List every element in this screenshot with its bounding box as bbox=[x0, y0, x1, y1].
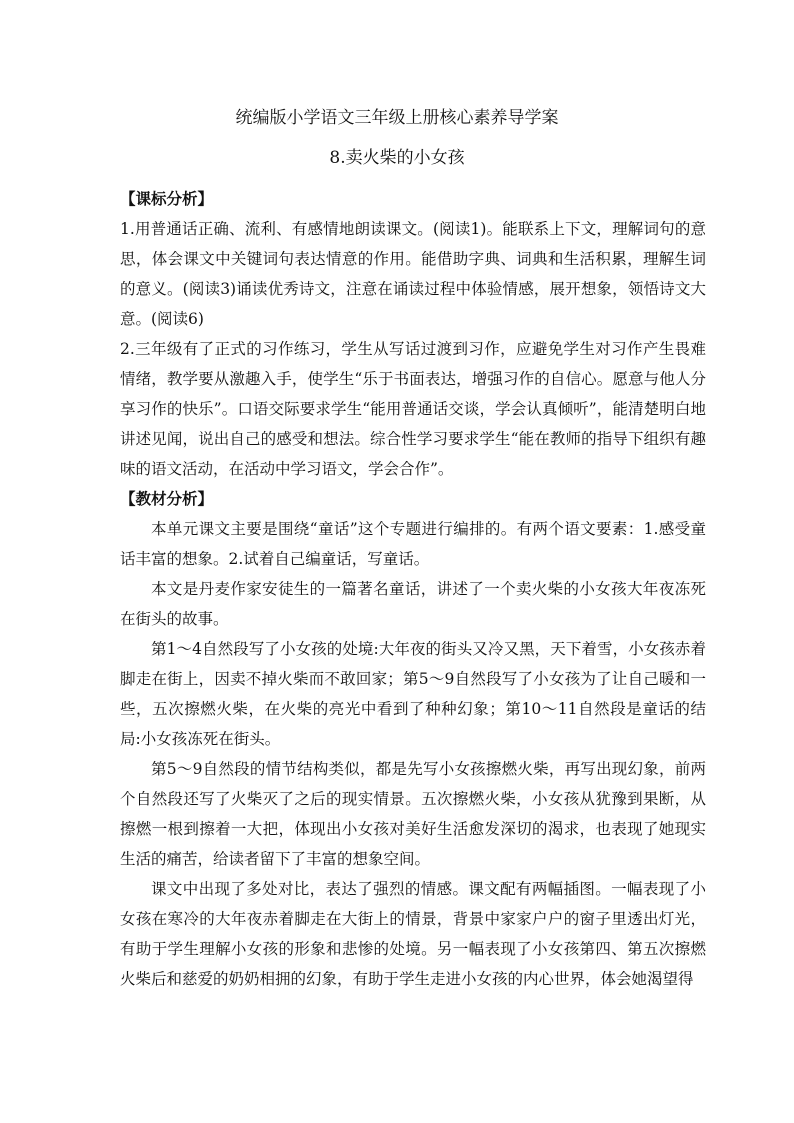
textbook-paragraph-3: 第1～4自然段写了小女孩的处境:大年夜的街头又冷又黑，天下着雪，小女孩赤着脚走在街上，因卖不掉火柴而不敢回家；第5～9自然段写了小女孩为了让自己暖和一些，五次擦燃火柴，在火柴的亮光中看到了种种幻象；第10～11自然段是童话的结局:小女孩冻死在街头。 bbox=[120, 640, 706, 748]
lesson-title: 8.卖火柴的小女孩 bbox=[329, 148, 465, 168]
textbook-analysis-heading: 【教材分析】 bbox=[120, 489, 214, 508]
document-title: 统编版小学语文三年级上册核心素养导学案 bbox=[235, 108, 559, 128]
textbook-paragraph-2: 本文是丹麦作家安徒生的一篇著名童话，讲述了一个卖火柴的小女孩大年夜冻死在街头的故事。 bbox=[120, 580, 706, 628]
curriculum-paragraph-1: 1.用普通话正确、流利、有感情地朗读课文。(阅读1)。能联系上下文，理解词句的意思，体会课文中关键词句表达情意的作用。能借助字典、词典和生活积累，理解生词的意义。(阅读3)诵读优秀诗文，注意在诵读过程中体验情感，展开想象，领悟诗文大意。(阅读6) bbox=[120, 220, 706, 328]
curriculum-analysis-heading: 【课标分析】 bbox=[120, 189, 214, 208]
textbook-paragraph-5: 课文中出现了多处对比，表达了强烈的情感。课文配有两幅插图。一幅表现了小女孩在寒冷的大年夜赤着脚走在大街上的情景，背景中家家户户的窗子里透出灯光，有助于学生理解小女孩的形象和悲惨的处境。另一幅表现了小女孩第四、第五次擦燃火柴后和慈爱的奶奶相拥的幻象，有助于学生走进小女孩的内心世界，体会她渴望得 bbox=[120, 880, 706, 988]
curriculum-analysis-section bbox=[120, 184, 706, 484]
textbook-analysis-section bbox=[120, 484, 706, 994]
document-body bbox=[120, 184, 706, 994]
textbook-paragraph-1: 本单元课文主要是围绕“童话”这个专题进行编排的。有两个语文要素：1.感受童话丰富的想象。2.试着自己编童话，写童话。 bbox=[120, 520, 706, 568]
curriculum-paragraph-2: 2.三年级有了正式的习作练习，学生从写话过渡到习作，应避免学生对习作产生畏难情绪，教学要从激趣入手，使学生“乐于书面表达，增强习作的自信心。愿意与他人分享习作的快乐”。口语交际要求学生“能用普通话交谈，学会认真倾听”，能清楚明白地讲述见闻，说出自己的感受和想法。综合性学习要求学生“能在教师的指导下组织有趣味的语文活动，在活动中学习语文，学会合作”。 bbox=[120, 340, 706, 478]
textbook-paragraph-4: 第5～9自然段的情节结构类似，都是先写小女孩擦燃火柴，再写出现幻象，前两个自然段还写了火柴灭了之后的现实情景。五次擦燃火柴，小女孩从犹豫到果断，从擦燃一根到擦着一大把，体现出小女孩对美好生活愈发深切的渴求，也表现了她现实生活的痛苦，给读者留下了丰富的想象空间。 bbox=[120, 760, 706, 868]
